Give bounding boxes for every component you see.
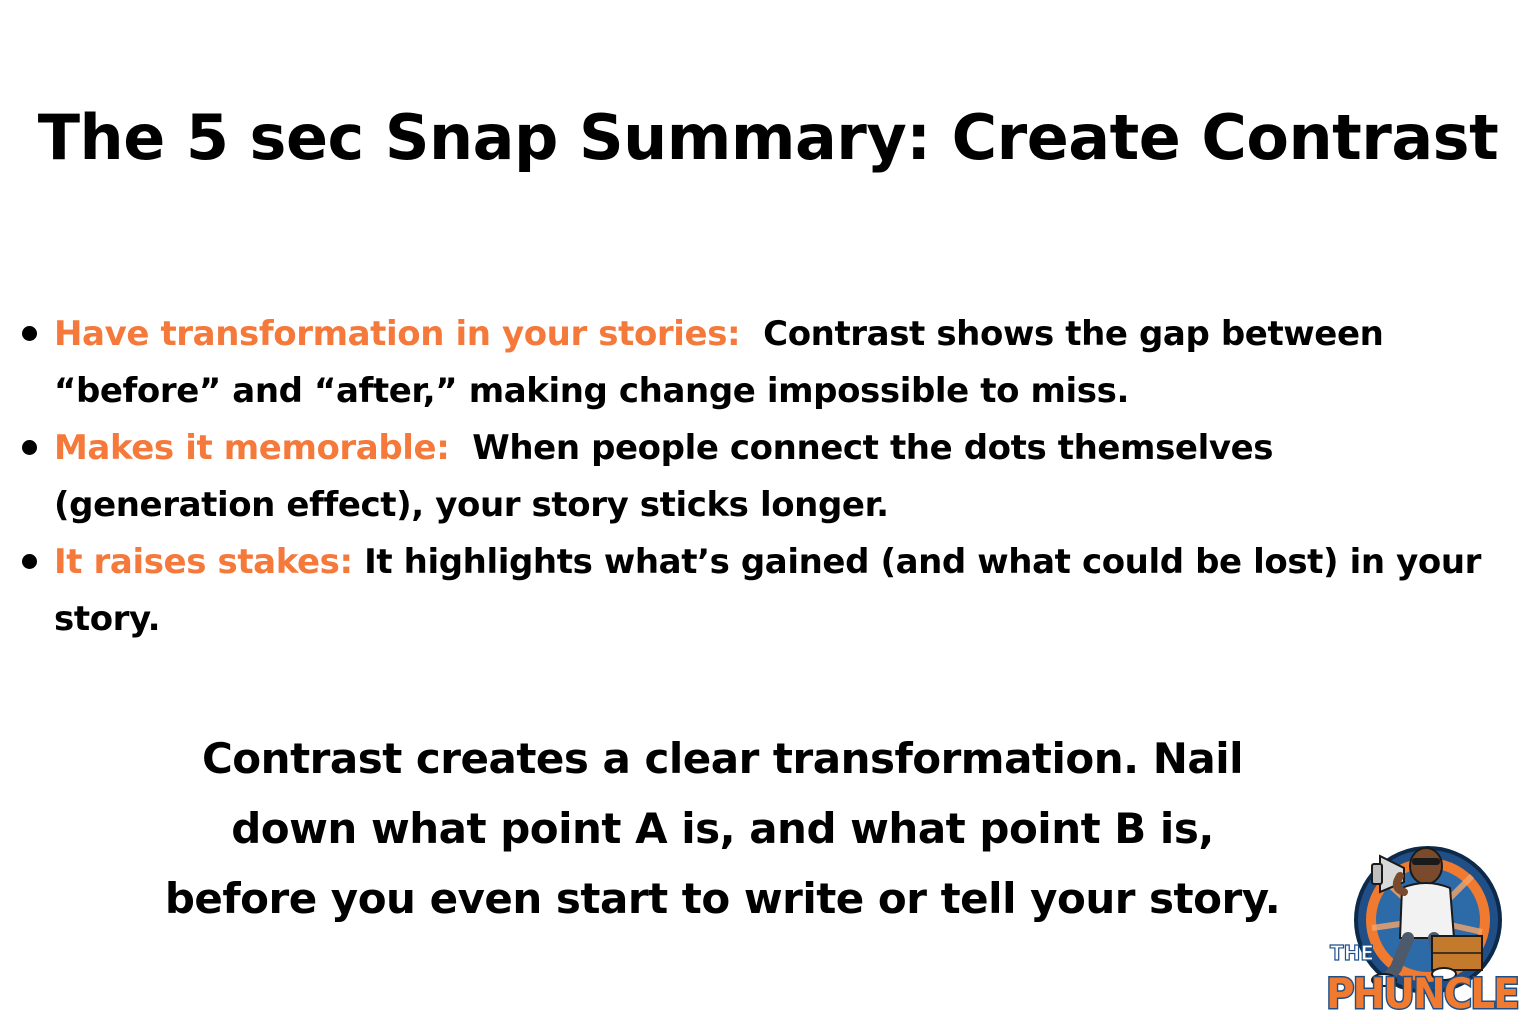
bullet-text: Contrast shows the gap between “before” and “after,” making change impossible to miss. xyxy=(54,314,1384,411)
closing-statement xyxy=(120,724,1325,934)
bullet-highlight: It raises stakes: xyxy=(54,542,353,582)
bullet-highlight: Have transformation in your stories: xyxy=(54,314,741,354)
bullet-dot-icon xyxy=(22,326,37,341)
bullet-item xyxy=(22,420,1482,534)
page-title: The 5 sec Snap Summary: Create Contrast xyxy=(37,101,1499,174)
logo-text-the: THE xyxy=(1330,941,1375,965)
bullet-highlight: Makes it memorable: xyxy=(54,428,450,468)
bullet-item xyxy=(22,306,1482,420)
bullet-dot-icon xyxy=(22,440,37,455)
phuncle-logo-icon xyxy=(1322,828,1522,1018)
closing-line: before you even start to write or tell your story. xyxy=(164,874,1281,923)
bullet-item xyxy=(22,534,1482,648)
bullet-list xyxy=(22,306,1482,648)
closing-line: Contrast creates a clear transformation. Nail xyxy=(201,734,1243,783)
bullet-text: It highlights what’s gained (and what could be lost) in your story. xyxy=(54,542,1482,639)
bullet-dot-icon xyxy=(22,554,37,569)
bullet-text: When people connect the dots themselves (generation effect), your story sticks longer. xyxy=(54,428,1274,525)
closing-line: down what point A is, and what point B is, xyxy=(231,804,1214,853)
logo-text-phuncle: PHUNCLE xyxy=(1326,969,1518,1018)
phuncle-logo xyxy=(1322,828,1522,1018)
